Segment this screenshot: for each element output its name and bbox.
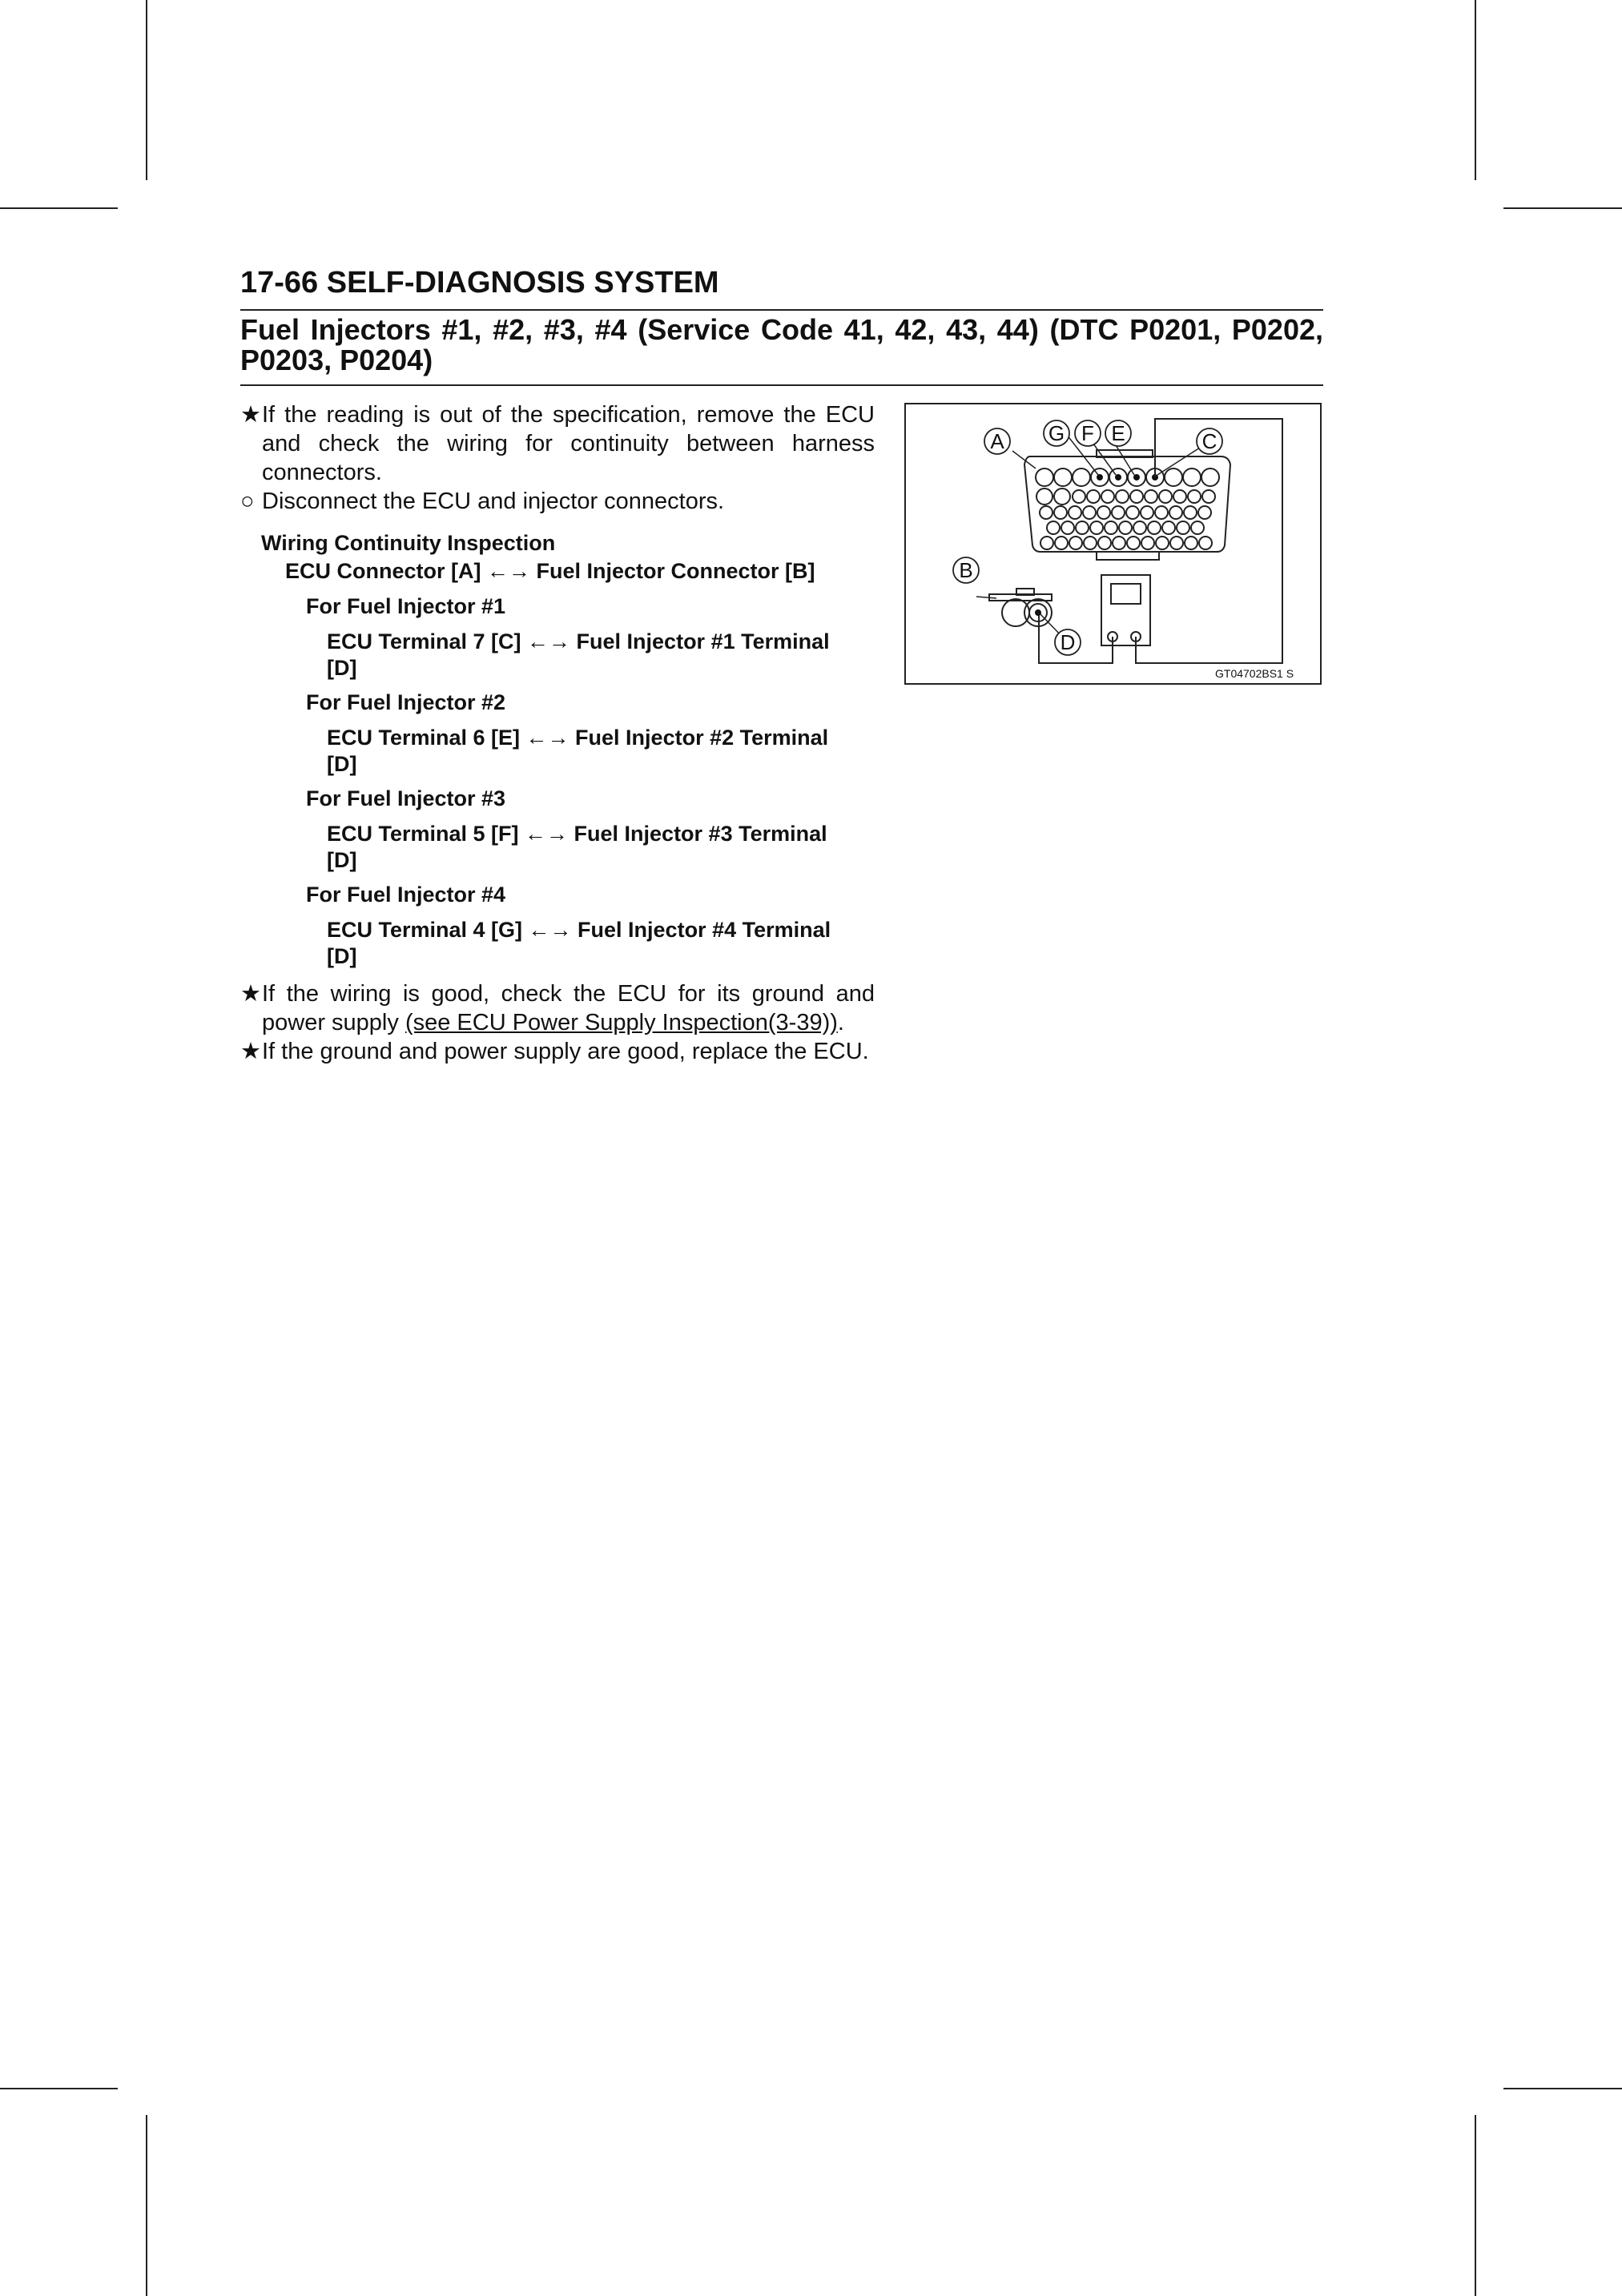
pin-row-2 (1036, 489, 1215, 505)
crop-mark (1503, 2088, 1622, 2089)
injector-4-label: For Fuel Injector #4 (306, 883, 506, 907)
crop-mark (146, 0, 147, 180)
callout-a: A (990, 429, 1004, 453)
wiring-diagram (906, 404, 1320, 683)
injector-3-line: ECU Terminal 5 [F] ←→ Fuel Injector #3 Terminal (327, 822, 827, 846)
callout-d: D (1060, 630, 1076, 654)
ecu-connector-housing (1024, 456, 1230, 552)
callout-e: E (1111, 421, 1125, 445)
pin-row-1 (1036, 468, 1219, 486)
outro-text-1-end: . (837, 1010, 844, 1035)
crop-mark (1475, 2115, 1476, 2296)
outro-text-2: If the ground and power supply are good, replace the ECU. (262, 1039, 869, 1064)
outro-bullet-1 (240, 979, 875, 1037)
callout-f: F (1081, 421, 1094, 445)
callout-c: C (1201, 429, 1218, 453)
circle-bullet-icon: ○ (240, 489, 255, 514)
intro-text-1: If the reading is out of the specification, remove the ECU and check the wiring for continuity between harness connectors. (262, 402, 875, 485)
ecu-connector (1024, 450, 1230, 560)
pin-row-3 (1040, 506, 1211, 519)
intro-bullet-2 (240, 487, 875, 516)
page-title: 17-66 SELF-DIAGNOSIS SYSTEM (240, 266, 719, 300)
injector-3-label: For Fuel Injector #3 (306, 786, 506, 810)
injector-2-terminal: [D] (327, 752, 357, 776)
section-title: Fuel Injectors #1, #2, #3, #4 (Service Code 41, 42, 43, 44) (DTC P0201, P0202, P0203, P0204) (240, 313, 1323, 376)
crop-mark (1503, 207, 1622, 209)
callout-g: G (1048, 421, 1065, 445)
pin-row-5 (1040, 537, 1212, 549)
outro-bullet-2 (240, 1037, 875, 1066)
injector-3-terminal: [D] (327, 848, 357, 872)
connector-line: ECU Connector [A] ←→ Fuel Injector Connector [B] (285, 559, 815, 583)
intro-text-2: Disconnect the ECU and injector connectors. (262, 489, 725, 514)
injector-4-terminal: [D] (327, 944, 357, 968)
injector-1-line: ECU Terminal 7 [C] ←→ Fuel Injector #1 Terminal (327, 629, 830, 653)
injector-4-line: ECU Terminal 4 [G] ←→ Fuel Injector #4 Terminal (327, 918, 831, 942)
star-bullet-icon: ★ (240, 402, 261, 428)
ecu-power-supply-link[interactable]: (see ECU Power Supply Inspection(3-39)) (404, 1010, 838, 1035)
figure-code: GT04702BS1 S (1215, 667, 1294, 680)
probe-wire-ecu (1136, 419, 1282, 663)
star-bullet-icon: ★ (240, 981, 261, 1007)
star-bullet-icon: ★ (240, 1039, 261, 1064)
title-rule (240, 309, 1323, 311)
injector-terminal (1035, 609, 1041, 616)
pin-row-4 (1047, 521, 1204, 534)
multimeter-display (1111, 584, 1141, 604)
injector-2-label: For Fuel Injector #2 (306, 690, 506, 714)
crop-mark (0, 207, 118, 209)
crop-mark (1475, 0, 1476, 180)
ecu-connector-lock (1097, 552, 1159, 560)
inspection-heading: Wiring Continuity Inspection (261, 531, 556, 555)
intro-bullet-1 (240, 400, 875, 487)
injector-connector (989, 589, 1052, 626)
tester-wiring (1039, 419, 1282, 663)
injector-1-terminal: [D] (327, 656, 357, 680)
callout-b: B (959, 558, 973, 582)
wiring-diagram-figure (904, 403, 1322, 685)
injector-1-label: For Fuel Injector #1 (306, 594, 506, 618)
outro-text-1-start: If the wiring is good, check the ECU for its ground and power supply (262, 981, 875, 1035)
outro-text-1 (262, 979, 875, 1037)
section-rule (240, 384, 1323, 386)
crop-mark (146, 2115, 147, 2296)
crop-mark (0, 2088, 118, 2089)
injector-2-line: ECU Terminal 6 [E] ←→ Fuel Injector #2 Terminal (327, 726, 829, 750)
